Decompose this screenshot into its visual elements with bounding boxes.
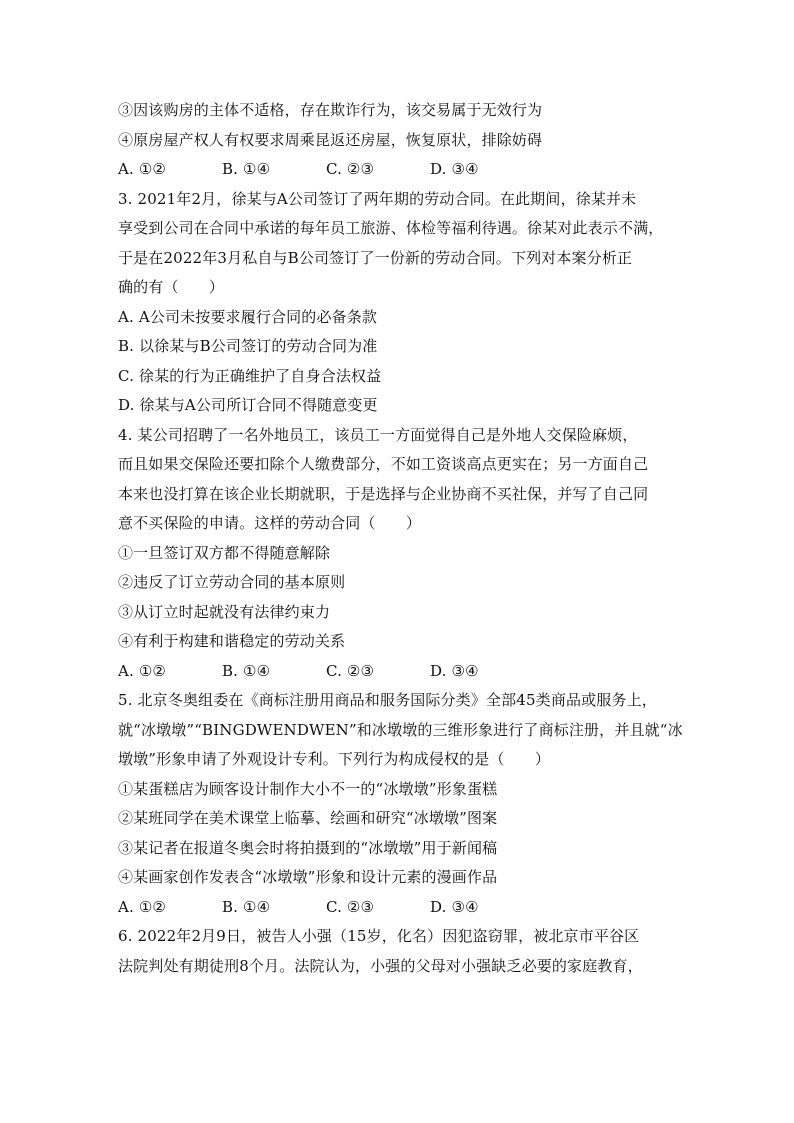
answer-option: B. ①④ [222, 661, 271, 680]
text-line: 就“冰墩墩”“BINGDWENDWEN”和冰墩墩的三维形象进行了商标注册，并且就“冰 [118, 720, 683, 739]
answer-option: A. ①② [118, 661, 167, 680]
text-line: 墩墩”形象申请了外观设计专利。下列行为构成侵权的是（ ） [118, 750, 551, 768]
answer-options [118, 155, 684, 185]
page-content [118, 96, 684, 981]
text-line: 于是在2022年3月私自与B公司签订了一份新的劳动合同。下列对本案分析正 [118, 248, 633, 267]
text-line: ④原房屋产权人有权要求周乘昆返还房屋，恢复原状，排除妨碍 [118, 130, 543, 149]
answer-options [118, 657, 684, 687]
answer-option: B. ①④ [222, 897, 271, 916]
answer-option: C. ②③ [326, 661, 375, 680]
answer-option: C. ②③ [326, 160, 375, 178]
text-line: A. A公司未按要求履行合同的必备条款 [118, 307, 378, 326]
text-line: ①一旦签订双方都不得随意解除 [118, 543, 331, 562]
text-line: 确的有（ ） [118, 278, 225, 296]
text-line: 本来也没打算在该企业长期就职，于是选择与企业协商不买社保，并写了自己同 [118, 484, 649, 503]
answer-option: D. ③④ [430, 897, 479, 916]
text-line: ③某记者在报道冬奥会时将拍摄到的“冰墩墩”用于新闻稿 [118, 838, 498, 857]
text-line: D. 徐某与A公司所订合同不得随意变更 [118, 396, 378, 414]
text-line: 享受到公司在合同中承诺的每年员工旅游、体检等福利待遇。徐某对此表示不满， [118, 219, 664, 237]
answer-option: D. ③④ [430, 661, 479, 680]
text-line: 5. 北京冬奥组委在《商标注册用商品和服务国际分类》全部45类商品或服务上， [118, 691, 657, 709]
text-line: ②违反了订立劳动合同的基本原则 [118, 573, 346, 591]
text-line: ④有利于构建和谐稳定的劳动关系 [118, 632, 346, 650]
text-line: C. 徐某的行为正确维护了自身合法权益 [118, 366, 382, 385]
text-line: ①某蛋糕店为顾客设计制作大小不一的“冰墩墩”形象蛋糕 [118, 779, 498, 798]
text-line: ③从订立时起就没有法律约束力 [118, 602, 331, 621]
text-line: 3. 2021年2月，徐某与A公司签订了两年期的劳动合同。在此期间，徐某并未 [118, 189, 637, 208]
text-line: ③因该购房的主体不适格，存在欺诈行为，该交易属于无效行为 [118, 101, 543, 119]
text-line: 意不买保险的申请。这样的劳动合同（ ） [118, 514, 422, 532]
text-line: 6. 2022年2月9日，被告人小强（15岁，化名）因犯盗窃罪，被北京市平谷区 [118, 927, 640, 945]
answer-option: A. ①② [118, 897, 167, 916]
text-line: 而且如果交保险还要扣除个人缴费部分，不如工资谈高点更实在；另一方面自己 [118, 455, 649, 473]
text-line: 法院判处有期徒刑8个月。法院认为，小强的父母对小强缺乏必要的家庭教育， [118, 956, 643, 975]
answer-option: B. ①④ [222, 160, 271, 178]
answer-option: D. ③④ [430, 160, 479, 178]
answer-option: A. ①② [118, 160, 167, 178]
text-line: B. 以徐某与B公司签订的劳动合同为准 [118, 337, 378, 355]
text-line: 4. 某公司招聘了一名外地员工，该员工一方面觉得自己是外地人交保险麻烦， [118, 425, 638, 444]
text-line: ④某画家创作发表含“冰墩墩”形象和设计元素的漫画作品 [118, 868, 498, 886]
answer-options [118, 893, 684, 923]
text-line: ②某班同学在美术课堂上临摹、绘画和研究“冰墩墩”图案 [118, 809, 498, 827]
answer-option: C. ②③ [326, 897, 375, 916]
